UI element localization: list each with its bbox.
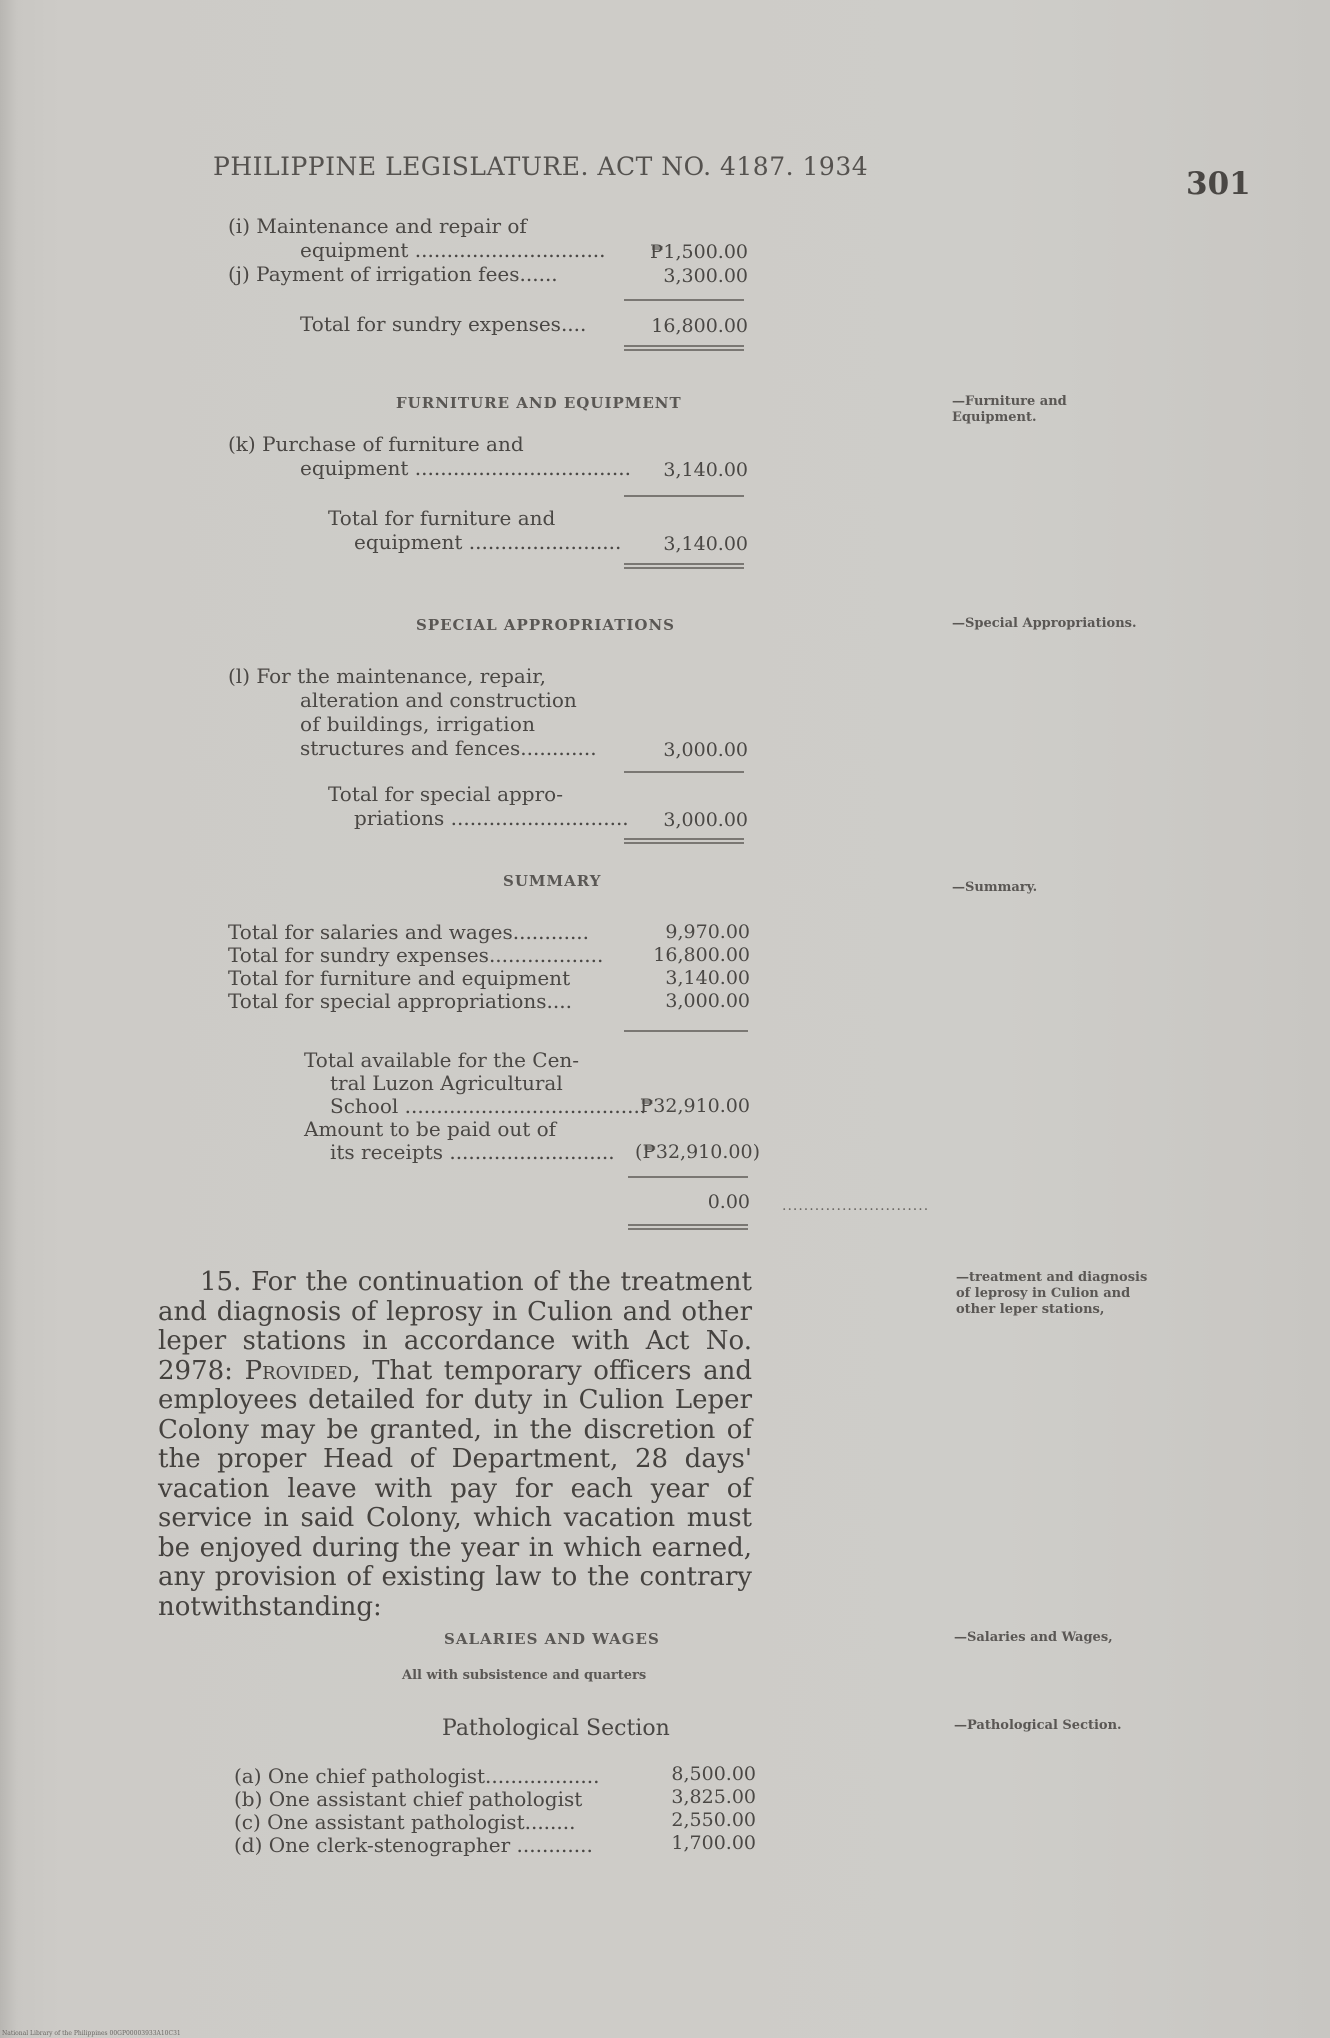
item-j-line1: (j) Payment of irrigation fees...... [228,262,558,286]
sundry-total-amount: 16,800.00 [651,315,748,337]
summary-row-1-amount: 9,970.00 [665,921,750,943]
summary-row-2-amount: 16,800.00 [653,944,750,966]
summary-row-2-label: Total for sundry expenses.................. [228,943,604,967]
receipts-line1: Amount to be paid out of [304,1117,557,1141]
double-rule [628,1224,748,1230]
special-total-line1: Total for special appro- [328,782,563,806]
double-rule [624,838,744,844]
furniture-total-line2: equipment ........................ [354,530,622,554]
item-i-line2: equipment .............................. [300,238,606,262]
item-l-amount: 3,000.00 [663,739,748,761]
double-rule [624,345,744,351]
item-i-amount: ₱1,500.00 [649,241,748,263]
sundry-total-label: Total for sundry expenses.... [300,312,587,336]
available-line3: School ...................................... [330,1094,647,1118]
section-15-paragraph [158,1268,752,1622]
summary-side-note: —Summary. [952,880,1038,895]
special-total-amount: 3,000.00 [663,809,748,831]
item-l-line2: alteration and construction [300,688,577,712]
rule [624,1030,748,1032]
section-15-side-note: —treatment and diagnosis of leprosy in Culion and other leper stations, [956,1270,1148,1317]
salary-row-c-amount: 2,550.00 [671,1809,756,1831]
pathological-section-title: Pathological Section [442,1716,670,1741]
item-l-line3: of buildings, irrigation [300,712,536,736]
section-number: 15. [200,1267,242,1297]
special-heading: SPECIAL APPROPRIATIONS [416,616,676,634]
item-l-line1: (l) For the maintenance, repair, [228,664,546,688]
available-line1: Total available for the Cen- [304,1048,580,1072]
summary-row-4-amount: 3,000.00 [665,990,750,1012]
special-side-note: —Special Appropriations. [952,616,1137,631]
available-amount: ₱32,910.00 [639,1095,750,1117]
item-k-line1: (k) Purchase of furniture and [228,432,524,456]
running-head: PHILIPPINE LEGISLATURE. ACT NO. 4187. 1934 [213,152,869,181]
item-k-amount: 3,140.00 [663,459,748,481]
section-text-b: , That temporary officers and employees detailed for duty in Culion Leper Colony may be granted, in the discretion of the proper Head of Department, 28 days' vacation leave with pay for each year of service in said Colony, which vacation must be enjoyed during the year in which earned, any provision of existing law to the contrary notwithstanding: [158,1355,752,1622]
rule [624,299,744,301]
summary-row-3-label: Total for furniture and equipment [228,966,571,990]
pathological-side-note: —Pathological Section. [954,1718,1122,1733]
salaries-heading: SALARIES AND WAGES [444,1630,660,1648]
special-total-line2: priations ............................ [354,806,629,830]
rule [624,495,744,497]
item-l-line4: structures and fences............ [300,736,597,760]
receipts-amount: (₱32,910.00) [635,1141,760,1163]
summary-row-3-amount: 3,140.00 [665,967,750,989]
page-number: 301 [1186,166,1251,202]
receipts-line2: its receipts .......................... [330,1140,615,1164]
salary-row-a-label: (a) One chief pathologist.................. [234,1764,600,1788]
furniture-heading: FURNITURE AND EQUIPMENT [396,394,682,412]
double-rule [624,563,744,569]
salaries-subheading: All with subsistence and quarters [402,1668,647,1683]
summary-heading: SUMMARY [503,872,602,890]
scan-footer-tag: National Library of the Philippines 00GP00003933A10C31 [2,2030,181,2037]
dotted-leader: ........................... [782,1198,930,1214]
salary-row-d-label: (d) One clerk-stenographer ............ [234,1833,593,1857]
salary-row-b-label: (b) One assistant chief pathologist [234,1787,583,1811]
provided-keyword: Provided [244,1355,353,1386]
section-text-a: For the continuation of the treatment and diagnosis of leprosy in Culion and other leper stations in accordance with Act No. 2978: [158,1267,752,1386]
salary-row-a-amount: 8,500.00 [671,1763,756,1785]
available-line2: tral Luzon Agricultural [330,1071,563,1095]
summary-row-4-label: Total for special appropriations.... [228,989,572,1013]
salary-row-b-amount: 3,825.00 [671,1786,756,1808]
salaries-side-note: —Salaries and Wages, [954,1630,1113,1645]
furniture-side-note: —Furniture and Equipment. [952,394,1067,425]
item-i-line1: (i) Maintenance and repair of [228,214,527,238]
salary-row-d-amount: 1,700.00 [671,1832,756,1854]
rule [628,1176,748,1178]
furniture-total-line1: Total for furniture and [328,506,556,530]
salary-row-c-label: (c) One assistant pathologist........ [234,1810,576,1834]
item-j-amount: 3,300.00 [663,265,748,287]
rule [624,771,744,773]
furniture-total-amount: 3,140.00 [663,533,748,555]
item-k-line2: equipment .................................. [300,456,631,480]
net-amount: 0.00 [707,1191,750,1213]
summary-row-1-label: Total for salaries and wages............ [228,920,590,944]
